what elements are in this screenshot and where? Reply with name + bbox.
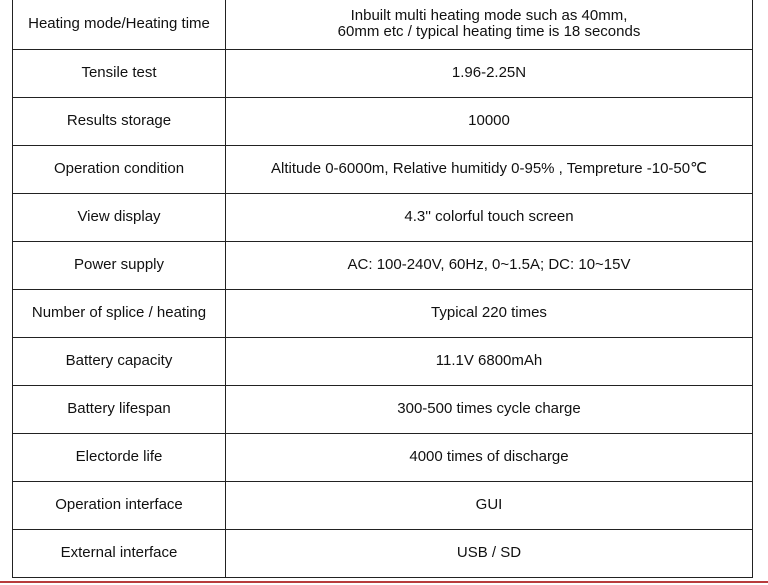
spec-label: View display [13, 193, 226, 241]
table-row [13, 433, 753, 481]
table-row [13, 385, 753, 433]
spec-label: Power supply [13, 241, 226, 289]
spec-value: 1.96-2.25N [226, 49, 753, 97]
spec-value: Altitude 0-6000m, Relative humitidy 0-95% , Tempreture -10-50℃ [226, 145, 753, 193]
table-row [13, 145, 753, 193]
table-row [13, 241, 753, 289]
spec-label: Electorde life [13, 433, 226, 481]
table-row [13, 0, 753, 49]
spec-value: AC: 100-240V, 60Hz, 0~1.5A; DC: 10~15V [226, 241, 753, 289]
spec-value-line: Inbuilt multi heating mode such as 40mm, [350, 7, 628, 25]
table-row [13, 289, 753, 337]
spec-label: Battery capacity [13, 337, 226, 385]
spec-label: Operation condition [13, 145, 226, 193]
spec-value: 10000 [226, 97, 753, 145]
spec-value: 11.1V 6800mAh [226, 337, 753, 385]
table-row [13, 529, 753, 577]
spec-label: Heating mode/Heating time [13, 0, 226, 49]
spec-value: USB / SD [226, 529, 753, 577]
spec-label: External interface [13, 529, 226, 577]
spec-value-line: 60mm etc / typical heating time is 18 seconds [337, 23, 641, 41]
spec-value [226, 0, 753, 49]
spec-label: Battery lifespan [13, 385, 226, 433]
table-row [13, 193, 753, 241]
spec-value: 4.3'' colorful touch screen [226, 193, 753, 241]
spec-value: 300-500 times cycle charge [226, 385, 753, 433]
spec-label: Number of splice / heating [13, 289, 226, 337]
spec-value: Typical 220 times [226, 289, 753, 337]
spec-label: Results storage [13, 97, 226, 145]
spec-label: Operation interface [13, 481, 226, 529]
spec-value: GUI [226, 481, 753, 529]
spec-label: Tensile test [13, 49, 226, 97]
specifications-table [12, 0, 753, 578]
table-row [13, 481, 753, 529]
table-row [13, 337, 753, 385]
spec-value: 4000 times of discharge [226, 433, 753, 481]
footer-divider [0, 581, 768, 583]
table-row [13, 97, 753, 145]
table-row [13, 49, 753, 97]
